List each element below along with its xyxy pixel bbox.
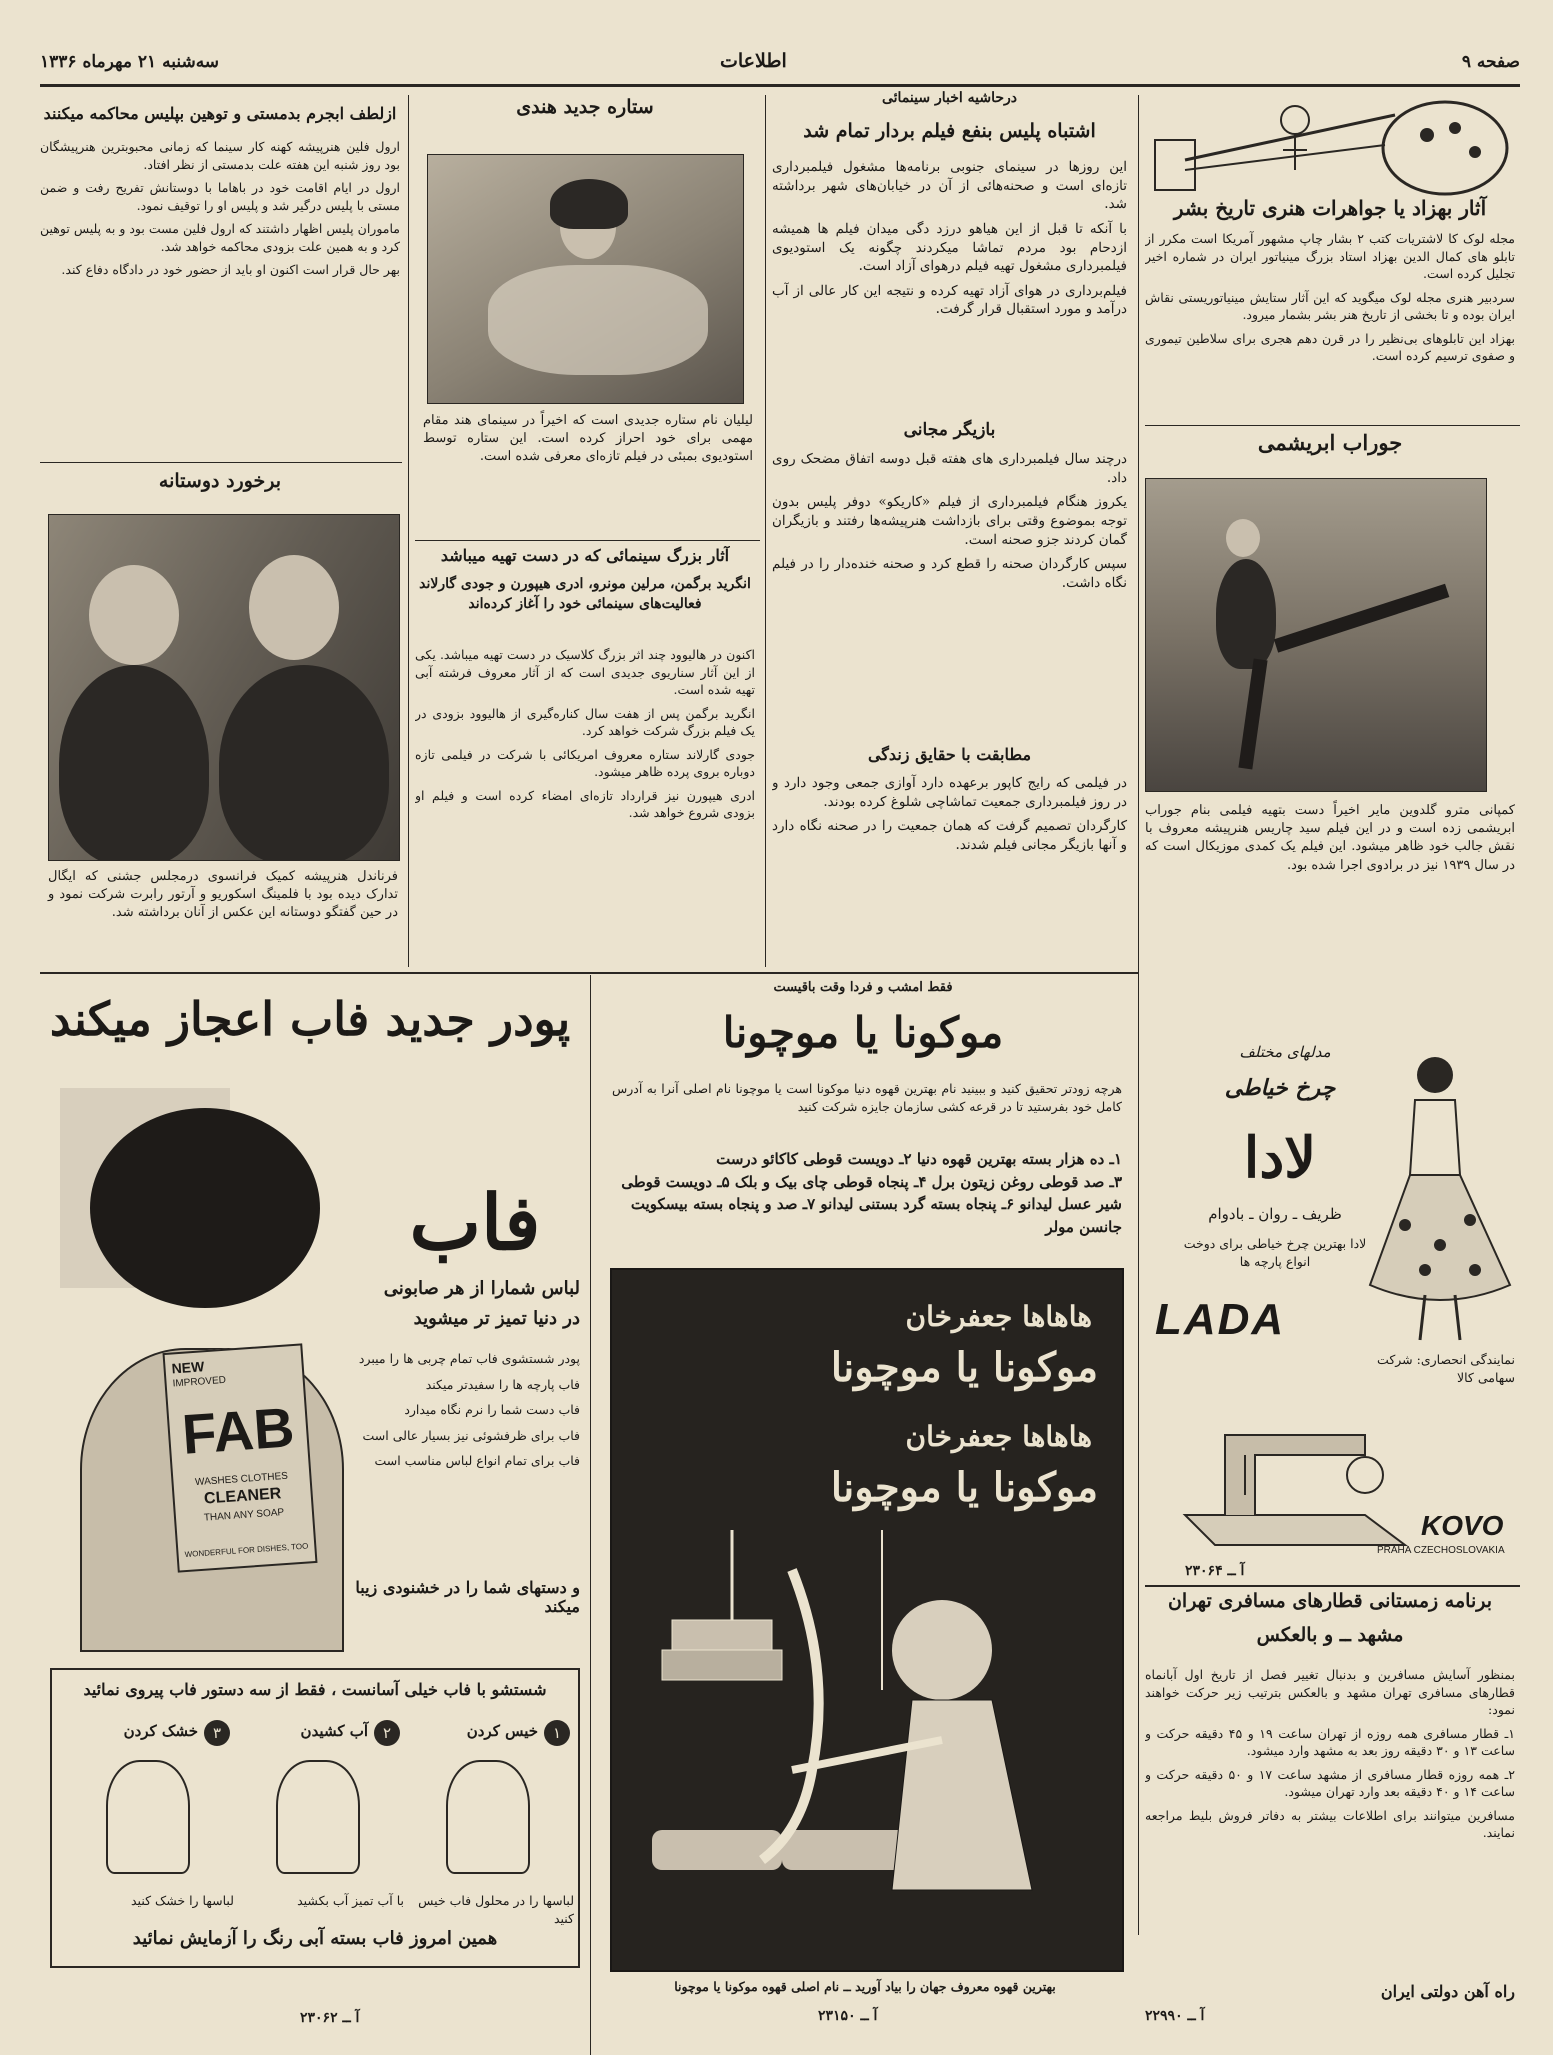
mokona-ad [598, 978, 1133, 2038]
palette-shape [1383, 102, 1507, 194]
masthead-rule [40, 84, 1520, 87]
fab-step [66, 1716, 234, 1886]
pack-line1: WASHES CLOTHES [194, 1470, 289, 1489]
train-para: ۲ـ همه روزه قطار مسافری از مشهد ساعت ۱۷ و ۵۰ دقیقه حرکت و ساعت ۱۴ و ۴۰ دقیقه بعد وارد تهران میشود. [1145, 1766, 1515, 1799]
article-para: با آنکه تا قبل از این هیاهو درزد دگی میدان فیلم ها همیشه ازدحام بود مردم تماشا میکردند چگونه یک استودیوی فیلمبرداری مشغول تهیه فیلم درهوای آزاد است. [772, 220, 1127, 275]
behzad-body [1145, 230, 1515, 371]
step-number: ۳ [204, 1720, 230, 1746]
article-para: یکروز هنگام فیلمبرداری از فیلم «کاریکو» دوفر پلیس بدون توجه بموضوع وقتی برای بازداشت هنرپیشه‌ها رفتند و بازیگران گمان کردند جزو صحنه است. [772, 494, 1127, 548]
fab-step [406, 1716, 574, 1886]
cinema-works-title: آثار بزرگ سینمائی که در دست تهیه میباشد [440, 546, 730, 565]
article-para: کارگردان تصمیم گرفت که همان جمعیت را در صحنه نگاه دارد و آنها بازیگر مجانی فیلم شدند. [772, 818, 1127, 853]
step-illustration [276, 1760, 360, 1874]
poster-text: هاهاها جعفرخان [905, 1300, 1092, 1333]
article-title: اشتباه پلیس بنفع فیلم بردار تمام شد [803, 120, 1096, 142]
article-para: سپس کارگردان صحنه را قطع کرد و صحنه خنده‌دار را در فیلم نگاه داشت. [772, 556, 1127, 591]
mokona-poster [610, 1268, 1124, 1972]
kovo-logo: KOVO [1421, 1510, 1504, 1541]
article-para: انگرید برگمن پس از هفت سال کناره‌گیری از هالیوود بزودی در یک فیلم بزرگ شرکت خواهد کرد. [415, 705, 755, 738]
indian-star-caption: لیلیان نام ستاره جدیدی است که اخیراً در سینمای هند مقام مهمی برای خود احراز کرده است. این ستاره توسط استودیوی بمبئی در فیلم تازه‌ای معرفی شده است. [423, 413, 753, 465]
palette-illustration [1145, 90, 1515, 202]
poster-text: هاهاها جعفرخان [905, 1420, 1092, 1453]
poster-text: موکونا یا موچونا [830, 1464, 1098, 1511]
article-title: مطابقت با حقایق زندگی [867, 745, 1032, 764]
sewing-machine-illustration [1165, 1395, 1415, 1565]
fab-slogan-line: در دنیا تمیز تر میشوید [413, 1308, 580, 1329]
cinema-works-body [415, 646, 755, 828]
fab-notice: همین امروز فاب بسته آبی رنگ را آزمایش نمائید [132, 1928, 498, 1949]
page-number: صفحه ۹ [1461, 52, 1520, 72]
fab-ad [40, 978, 585, 1978]
errol-flynn-body [40, 138, 400, 285]
issue-date: سه‌شنبه ۲۱ مهرماه ۱۳۳۶ [40, 52, 220, 72]
behzad-title: آثار بهزاد یا جواهرات هنری تاریخ بشر [1173, 196, 1487, 220]
train-ad-code: آ ــ ۲۲۹۹۰ [1145, 2008, 1205, 2024]
article-body [772, 450, 1127, 598]
article-body [772, 158, 1127, 325]
lada-desc: لادا بهترین چرخ خیاطی برای دوخت انواع پارچه ها [1183, 1236, 1367, 1269]
behzad-para: بهزاد این تابلوهای بی‌نظیر را در قرن دهم هجری برای سلاطین تیموری و صفوی ترسیم کرده است. [1145, 330, 1515, 363]
column-rule [765, 95, 766, 967]
silk-stockings-article [1145, 430, 1520, 970]
pack-name: FAB [180, 1395, 297, 1466]
kovo-sub: PRAHA CZECHOSLOVAKIA [1377, 1545, 1505, 1556]
column-rule [590, 975, 591, 2055]
errol-flynn-title: ازلطف ابجرم بدمستی و توهین بپلیس محاکمه میکنند [43, 104, 397, 123]
pack-footer: WONDERFUL FOR DISHES, TOO [184, 1541, 309, 1560]
article-para: بهر حال قرار است اکنون او باید از حضور خود در دادگاه دفاع کند. [61, 262, 400, 277]
article-para: ارول فلین هنرپیشه کهنه کار سینما که زمانی محبوبترین هنرپیشگان بود روز شنبه این هفته علت بدمستی از نظر افتاد. [40, 139, 400, 172]
fab-feature: فاب دست شما را نرم نگاه میدارد [404, 1402, 580, 1417]
step-label: خشک کردن [123, 1722, 198, 1740]
step-label: آب کشیدن [300, 1722, 368, 1740]
fab-brand: فاب [409, 1178, 541, 1267]
silk-stockings-title: جوراب ابریشمی [1257, 430, 1403, 455]
train-para: ۱ـ قطار مسافری همه روزه از تهران ساعت ۱۹ و ۴۵ دقیقه حرکت و ساعت ۱۳ و ۳۰ دقیقه روز بعد به مشهد وارد میشود. [1145, 1725, 1516, 1758]
step-illustration [446, 1760, 530, 1874]
article-para: در فیلمی که رایج کاپور برعهده دارد آوازی جمعی وجود دارد و در روز فیلمبرداری جمعیت تماشاچی شلوغ کرده بودند. [772, 775, 1127, 810]
mokona-kicker: فقط امشب و فردا وقت باقیست [773, 980, 953, 995]
article-para: جودی گارلاند ستاره معروف امریکائی با شرکت در فیلمی تازه دوباره بروی پرده ظاهر میشود. [415, 746, 755, 779]
section-label: درحاشیه اخبار سینمائی [881, 90, 1018, 106]
lada-brand-en: LADA [1155, 1295, 1286, 1344]
lada-brand-fa: لادا [1243, 1125, 1317, 1191]
step-text: لباسها را خشک کنید [131, 1893, 234, 1908]
friendly-meeting-caption: فرناندل هنرپیشه کمیک فرانسوی درمجلس جشنی که ایگال تدارک دیده بود با فلمینگ اسکوریو و آرتور رابرت شرکت نمود و در حین گفتگو دوستانه این عکس از آنان برداشته شد. [48, 869, 398, 921]
article-body [772, 774, 1127, 861]
lada-top-line: مدلهای مختلف [1239, 1043, 1331, 1061]
pack-improved: IMPROVED [172, 1374, 227, 1390]
behzad-para: مجله لوک کا لاشتریات کتب ۲ بشار چاپ مشهور آمریکا است مکرر از تابلو های کمال الدین بهزاد استاد بزرگ مینیاتور ایران در شماره اخیر تجلیل کرده است. [1145, 231, 1515, 281]
article-para: فیلم‌برداری در هوای آزاد تهیه کرده و نتیجه این کار عالی از آب درآمد و مورد استقبال قرار گرفت. [772, 282, 1127, 318]
friendly-meeting-title: برخورد دوستانه [158, 470, 282, 492]
paper-name: اطلاعات [720, 50, 787, 72]
cartoon-illustration [612, 1530, 1122, 1970]
section-rule [1145, 1585, 1520, 1587]
column-rule [1138, 95, 1139, 1935]
lada-ad-code: آ ــ ۲۳۰۶۴ [1185, 1563, 1245, 1579]
train-para: مسافرین میتوانند برای اطلاعات بیشتر به دفاتر فروش بلیط مراجعه نمایند. [1145, 1807, 1515, 1840]
article-para: ماموران پلیس اظهار داشتند که ارول فلین مست بود و به پلیس توهین کرد و به همین علت بزودی محاکمه خواهد شد. [40, 221, 400, 254]
step-illustration [106, 1760, 190, 1874]
cinema-column [772, 90, 1130, 970]
lada-tagline: ظریف ـ روان ـ بادوام [1208, 1205, 1342, 1223]
column-rule [408, 95, 409, 967]
fab-feature: فاب برای ظرفشوئی نیز بسیار عالی است [362, 1427, 580, 1443]
pack-new: NEW [171, 1358, 205, 1377]
indian-star-article [415, 90, 760, 540]
fab-features [340, 1350, 580, 1478]
cinema-works-subtitle: انگرید برگمن، مرلین مونرو، ادری هیپورن و جودی گارلاند فعالیت‌های سینمائی خود را آغاز کرده‌اند [419, 576, 751, 613]
actress-photo [427, 154, 744, 404]
poster-text: موکونا یا موچونا [830, 1344, 1098, 1391]
step-text: لباسها را در محلول فاب خیس کنید [418, 1893, 574, 1926]
masthead [40, 48, 1520, 82]
fab-feature: فاب پارچه ها را سفیدتر میکند [425, 1376, 580, 1392]
prize-line: ۱ـ ده هزار بسته بهترین قهوه دنیا ۲ـ دویست قوطی کاکائو درست [716, 1150, 1122, 1168]
errol-flynn-article [40, 90, 402, 460]
friendly-meeting-article [40, 468, 402, 970]
mokona-prizes [612, 1148, 1122, 1238]
article-para: ارول در ایام اقامت خود در باهاما با دوستانش تفریح رفت و ضمن مستی با پلیس درگیر شد و پلیس او را توقیف نمود. [40, 180, 400, 213]
article-para: ادری هیپورن نیز قرارداد تازه‌ای امضاء کرده است و فیلم او بزودی شروع خواهد شد. [415, 787, 755, 820]
section-rule [40, 462, 402, 463]
step-number: ۱ [544, 1720, 570, 1746]
section-rule [415, 540, 760, 541]
prize-line: جانسن مولر [1045, 1217, 1122, 1236]
article-title: بازیگر مجانی [903, 420, 996, 440]
cinema-works-article [415, 546, 760, 970]
fab-ad-code: آ ــ ۲۳۰۶۲ [300, 2010, 360, 2026]
fab-pack [162, 1343, 317, 1572]
step-text: با آب تمیز آب بکشید [297, 1893, 404, 1908]
fab-feature: پودر شستشوی فاب تمام چربی ها را میبرد [358, 1351, 580, 1366]
fab-instructions-title: شستشو با فاب خیلی آسانست ، فقط از سه دستور فاب پیروی نمائید [83, 1680, 547, 1699]
fab-step [236, 1716, 404, 1886]
mokona-intro: هرچه زودتر تحقیق کنید و ببینید نام بهترین قهوه دنیا موکونا است یا موچونا نام اصلی آنرا به آدرس کامل خود بفرستید تا در قرعه کشی سازمان جایزه شرکت کنید [612, 1081, 1122, 1114]
dancer-photo [1145, 478, 1487, 792]
prize-line: شیر عسل لیدانو ۶ـ پنجاه بسته گرد بستنی لیدانو ۷ـ صد و پنجاه بسته بیسکویت [630, 1195, 1122, 1213]
behzad-para: سردبیر هنری مجله لوک میگوید که این آثار ستایش مینیاتوریستی نقاش ایران بوده و تا بخشی از تاریخ هنر بشر بشمار میرود. [1145, 289, 1515, 322]
article-para: اکنون در هالیوود چند اثر بزرگ کلاسیک در دست تهیه میباشد. یکی از این آثار سناریوی جدیدی است که از آثار معروف فرشته آبی تهیه شده است. [415, 647, 755, 697]
lada-top-line: چرخ خیاطی [1224, 1075, 1336, 1101]
pack-line2: CLEANER [203, 1485, 282, 1508]
train-para: بمنظور آسایش مسافرین و بدنبال تغییر فصل از تاریخ اول آبانماه قطارهای مسافری تهران مشهد و بالعکس بترتیب زیر حرکت خواهند نمود: [1145, 1667, 1515, 1717]
section-rule [40, 972, 1138, 974]
train-body [1145, 1666, 1515, 1848]
fab-footer-slogan: و دستهای شما را در خشنودی زیبا میکند [355, 1578, 580, 1616]
behzad-article [1145, 90, 1520, 470]
train-org: راه آهن دولتی ایران [1380, 1982, 1515, 2001]
indian-star-title: ستاره جدید هندی [516, 96, 654, 118]
fab-slogan-line: لباس شمارا از هر صابونی [383, 1278, 580, 1299]
lada-agent: نمایندگی انحصاری: شرکت سهامی کالا [1377, 1352, 1515, 1385]
prize-line: ۳ـ صد قوطی روغن زیتون برل ۴ـ پنجاه قوطی چای بیک و بلک ۵ـ دویست قوطی [621, 1172, 1122, 1191]
fab-headline: پودر جدید فاب اعجاز میکند [49, 992, 571, 1046]
train-title: برنامه زمستانی قطارهای مسافری تهران [1167, 1590, 1493, 1612]
section-rule [1145, 425, 1520, 426]
two-men-photo [48, 514, 400, 861]
pack-line3: THAN ANY SOAP [203, 1507, 285, 1524]
article-para: درچند سال فیلمبرداری های هفته قبل دوسه اتفاق مضحک روی داد. [772, 451, 1127, 486]
step-label: خیس کردن [466, 1722, 538, 1740]
mokona-headline: موکونا یا موچونا [722, 1008, 1004, 1057]
article-para: این روزها در سینمای جنوبی برنامه‌ها مشغول فیلمبرداری تازه‌ای است و صحنه‌هائی از آن در خیابان‌های شهر برداشته شد. [772, 159, 1127, 213]
mokona-ad-code: آ ــ ۲۳۱۵۰ [818, 2008, 878, 2024]
train-subtitle: مشهد ــ و بالعکس [1256, 1624, 1404, 1646]
lada-ad [1145, 1015, 1520, 1585]
mokona-footer: بهترین قهوه معروف جهان را بیاد آورید ــ نام اصلی قهوه موکونا یا موچونا [674, 1979, 1056, 1994]
train-schedule [1145, 1590, 1520, 2030]
fab-instructions-box [50, 1668, 580, 1968]
woman-skirt-illustration [1365, 1045, 1515, 1345]
silk-stockings-caption: کمپانی مترو گلدوین مایر اخیراً دست بتهیه فیلمی بنام جوراب ابریشمی زده است و در این فیلم سید چاریس هنرپیشه معروف با نقش جالب خود ظاهر میشود. این فیلم یک کمدی موزیکال است که در سال ۱۹۳۹ نیز در برادوی اجرا شده بود. [1145, 803, 1515, 873]
step-number: ۲ [374, 1720, 400, 1746]
fab-feature: فاب برای تمام انواع لباس مناسب است [374, 1453, 580, 1468]
